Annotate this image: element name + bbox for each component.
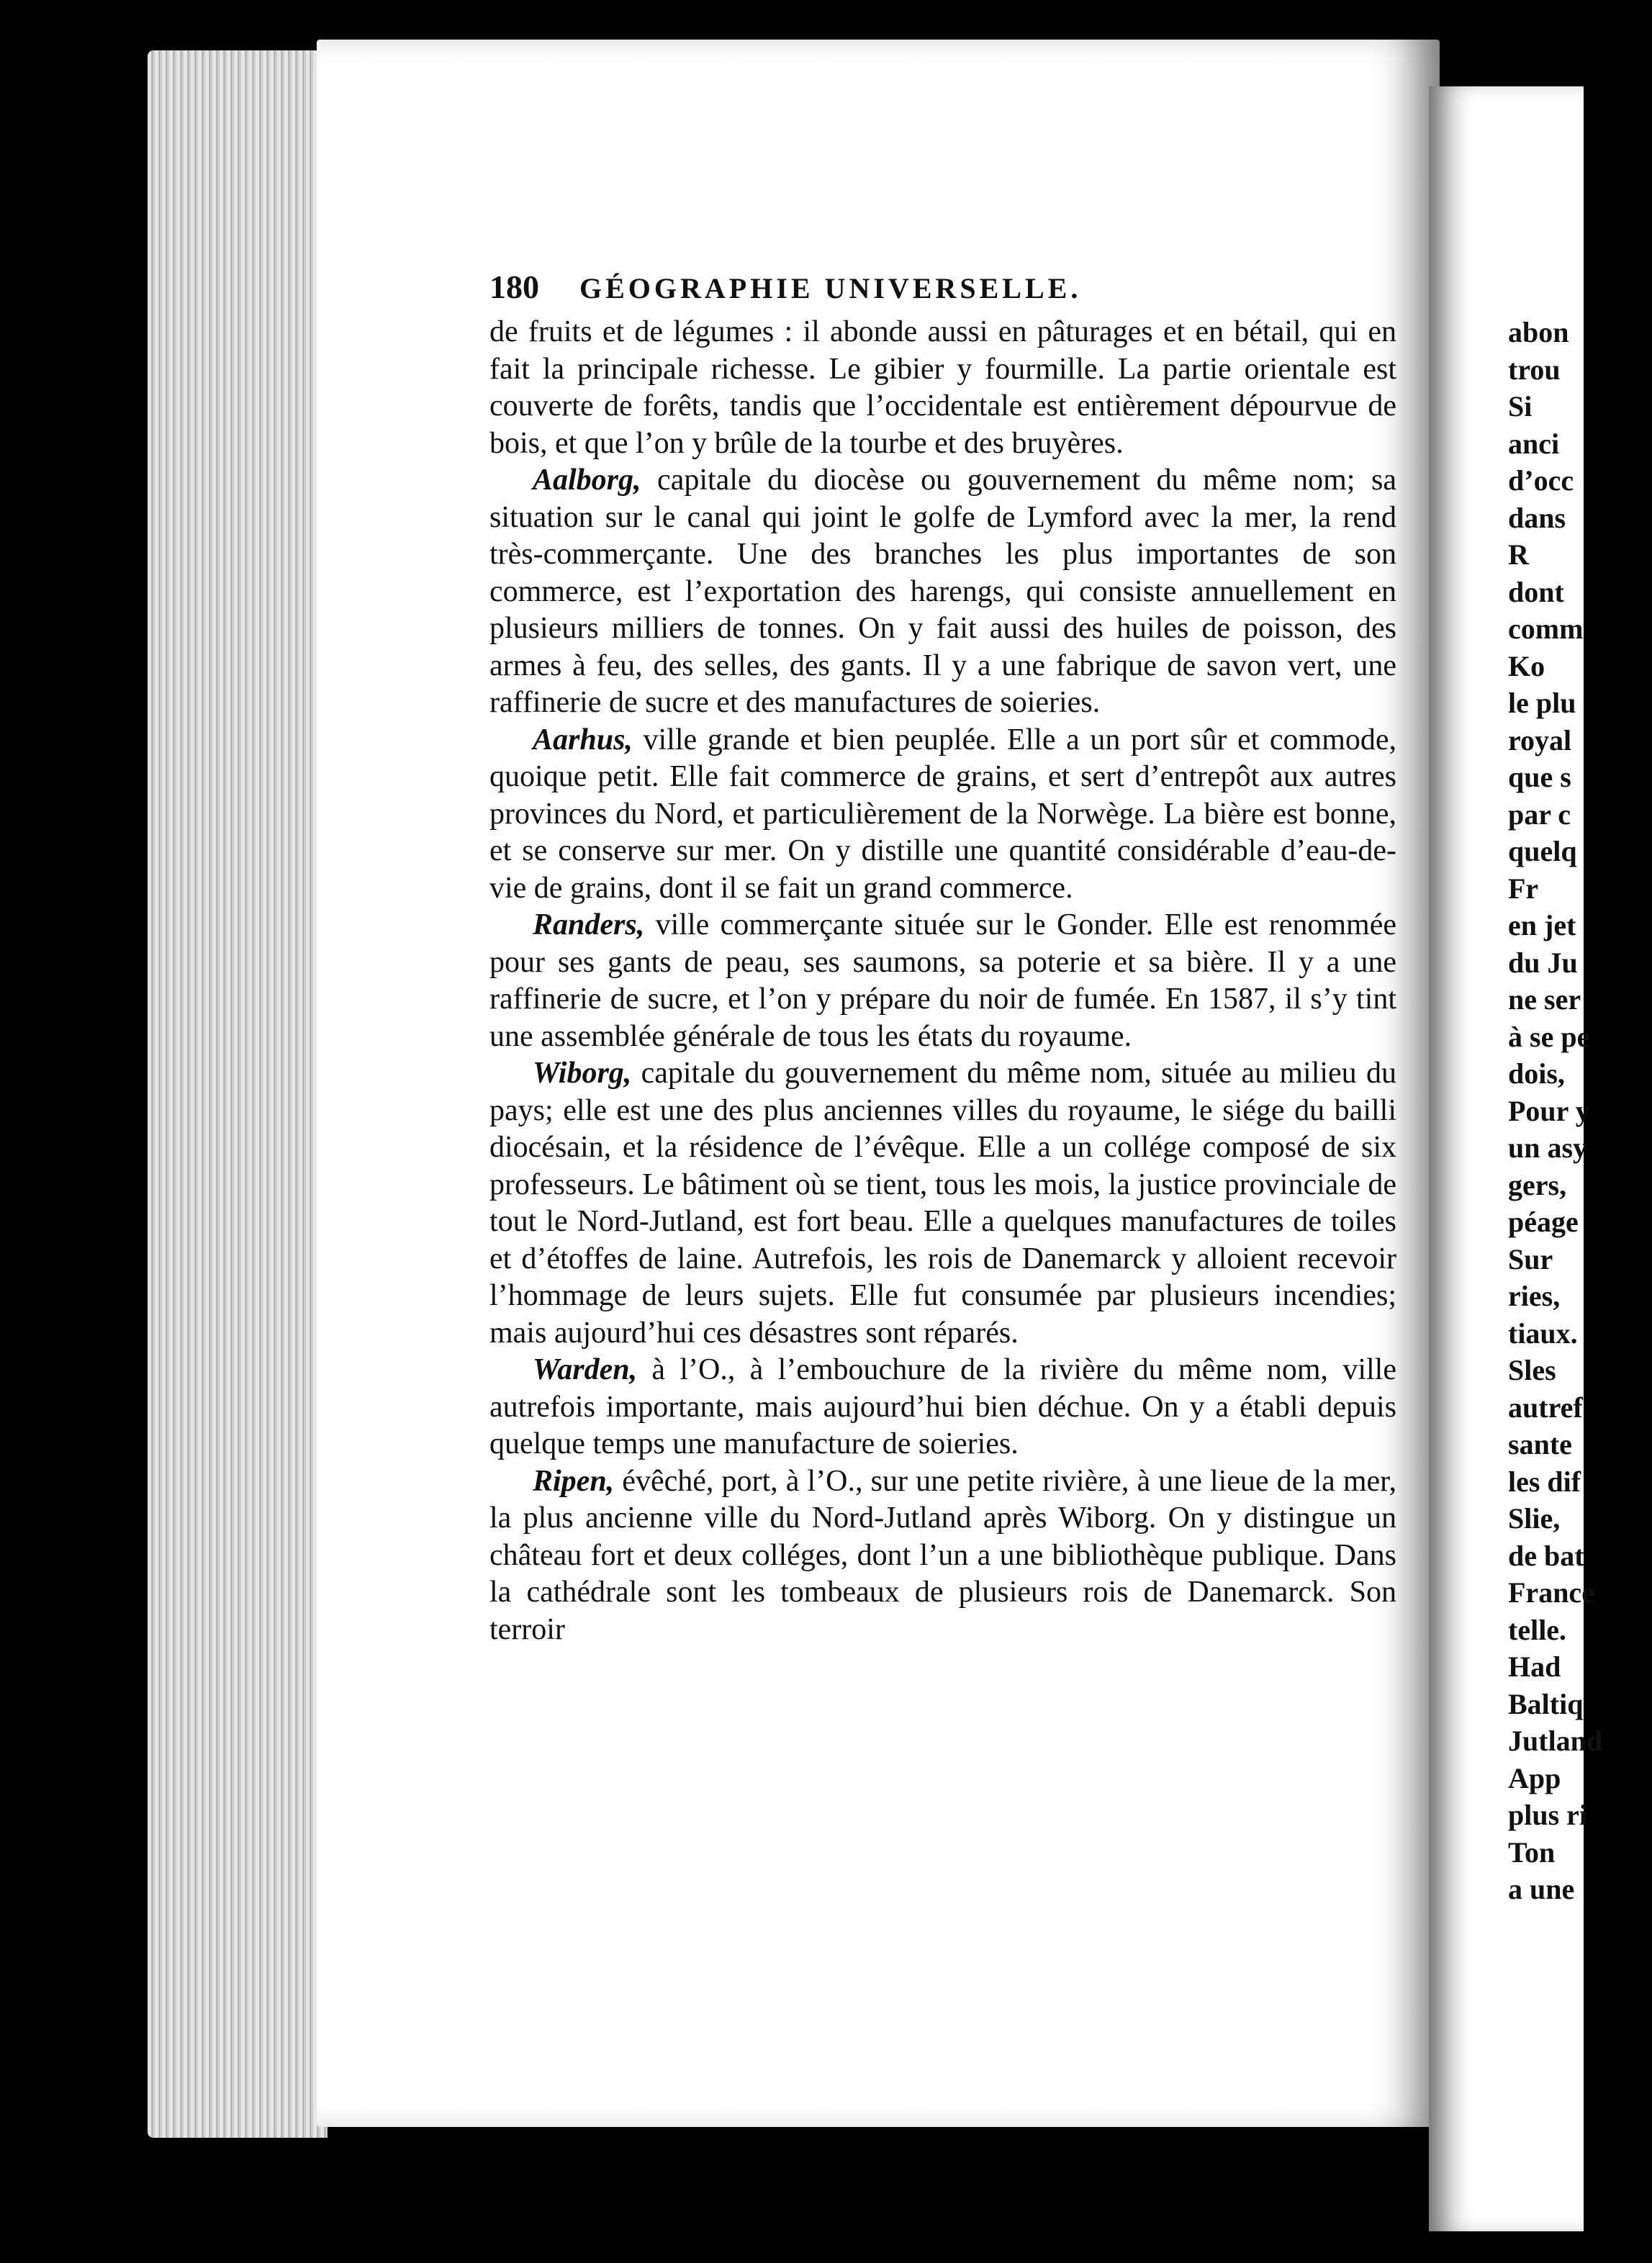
paragraph-text: de fruits et de légumes : il abonde aussi en pâturages et en bétail, qui en fait la principale richesse. Le gibier y fourmille. La partie orientale est couverte de forêts, tandis que l’occidentale est entièrement dépourvue de bois, et que l’on y brûle de la tourbe et des bruyères. <box>489 315 1396 460</box>
facing-page-line: par c <box>1508 798 1571 831</box>
facing-page-line: du Ju <box>1508 946 1578 979</box>
facing-page-line: dans <box>1508 501 1566 534</box>
paragraph-aalborg <box>489 462 1396 722</box>
facing-page-line: Had <box>1508 1650 1561 1683</box>
facing-page-line: Pour y <box>1508 1094 1590 1127</box>
facing-page-line: gers, <box>1508 1168 1567 1201</box>
facing-page-line: d’occ <box>1508 464 1574 497</box>
facing-page-line: ries, <box>1508 1280 1561 1312</box>
facing-page-line: ne ser <box>1508 983 1581 1016</box>
facing-page-line: comm <box>1508 613 1584 645</box>
paragraph-text: ville commerçante située sur le Gonder. Elle est renommée pour ses gants de peau, ses saumons, sa poterie et sa bière. Il y a une raffinerie de sucre, et l’on y prépare du noir de fumée. En 1587, il s’y tint une assemblée générale de tous les états du royaume. <box>489 908 1396 1053</box>
page-number: 180 <box>489 268 539 305</box>
facing-page-line: les dif <box>1508 1465 1581 1498</box>
facing-page-line: Jutland <box>1508 1725 1603 1757</box>
facing-page-line: trou <box>1508 353 1561 386</box>
facing-page-line: sante <box>1508 1428 1572 1460</box>
facing-page-line: que s <box>1508 761 1571 793</box>
facing-page-line: telle. <box>1508 1613 1567 1646</box>
facing-page-line: Ko <box>1508 649 1545 682</box>
facing-page-line: abon <box>1508 316 1569 348</box>
facing-page-line: France <box>1508 1576 1594 1609</box>
facing-page-line: dois, <box>1508 1057 1565 1090</box>
facing-page-line: quelq <box>1508 835 1577 867</box>
paragraph-text: à l’O., à l’embouchure de la rivière du même nom, ville autrefois importante, mais aujourd’hui bien déchue. On y a établi depuis quelque temps une manufacture de soieries. <box>489 1353 1396 1460</box>
paragraph-text: ville grande et bien peuplée. Elle a un port sûr et commode, quoique petit. Elle fait commerce de grains, et sert d’entrepôt aux autres provinces du Nord, et particulièrement de la Norwège. La bière est bonne, et se conserve sur mer. On y distille une quantité considérable d’eau-de-vie de grains, dont il se fait un grand commerce. <box>489 723 1396 905</box>
facing-page-line: de bat <box>1508 1539 1584 1572</box>
facing-page-line: Baltiq <box>1508 1687 1584 1720</box>
paragraph-wiborg <box>489 1055 1396 1352</box>
facing-page-line: Fr <box>1508 872 1539 905</box>
facing-page-line: le plu <box>1508 687 1576 719</box>
paragraph-place-name: Aalborg, <box>533 464 641 497</box>
facing-page-line: un asy <box>1508 1132 1588 1164</box>
paragraph-place-name: Randers, <box>533 908 645 941</box>
paragraph-place-name: Ripen, <box>533 1464 615 1498</box>
facing-page-line: tiaux. <box>1508 1316 1578 1350</box>
facing-page-line: en jet <box>1508 909 1576 941</box>
facing-page-line: Si <box>1508 390 1533 423</box>
facing-page-text <box>1508 314 1652 1908</box>
paragraph-place-name: Aarhus, <box>533 723 633 756</box>
paragraph-warden <box>489 1352 1396 1463</box>
facing-page-line: péage <box>1508 1206 1579 1238</box>
paragraph-intro <box>489 314 1396 462</box>
facing-page-line: anci <box>1508 427 1560 460</box>
facing-page-line: autref <box>1508 1391 1583 1424</box>
page-body <box>489 314 1396 1648</box>
paragraph-place-name: Warden, <box>533 1353 638 1386</box>
paragraph-aarhus <box>489 722 1396 908</box>
paragraph-text: évêché, port, à l’O., sur une petite rivière, à une lieue de la mer, la plus ancienne ville du Nord-Jutland après Wiborg. On y distingue un château fort et deux colléges, dont l’un a une bibliothèque publique. Dans la cathédrale sont les tombeaux de plusieurs rois de Danemarck. Son terroir <box>489 1464 1396 1646</box>
facing-page-line: plus ri <box>1508 1799 1588 1831</box>
facing-page-line: R <box>1508 538 1529 571</box>
page-header <box>489 268 1252 306</box>
facing-page-line: dont <box>1508 575 1564 608</box>
paragraph-text: capitale du gouvernement du même nom, située au milieu du pays; elle est une des plus anciennes villes du royaume, le siége du bailli diocésain, et la résidence de l’évêque. Elle a un collége composé de six professeurs. Le bâtiment où se tient, tous les mois, la justice provinciale de tout le Nord-Jutland, est fort beau. Elle a quelques manufactures de toiles et d’étoffes de laine. Autrefois, les rois de Danemarck y alloient recevoir l’hommage de leurs sujets. Elle fut consumée par plusieurs incendies; mais aujourd’hui ces désastres sont réparés. <box>489 1057 1396 1350</box>
book-page-edges <box>148 50 328 2138</box>
facing-page-line: Ton <box>1508 1835 1556 1869</box>
facing-page-line: Sur <box>1508 1242 1553 1275</box>
paragraph-ripen <box>489 1463 1396 1649</box>
facing-page-line: à se pe <box>1508 1020 1590 1053</box>
facing-page-line: Sles <box>1508 1354 1556 1386</box>
running-title: GÉOGRAPHIE UNIVERSELLE. <box>579 272 1082 304</box>
paragraph-text: capitale du diocèse ou gouvernement du même nom; sa situation sur le canal qui joint le golfe de Lymford avec la mer, la rend très-commerçante. Une des branches les plus importantes de son commerce, est l’exportation des harengs, qui consiste annuellement en plusieurs milliers de tonnes. On y fait aussi des huiles de poisson, des armes à feu, des selles, des gants. Il y a une fabrique de savon vert, une raffinerie de sucre et des manufactures de soieries. <box>489 464 1396 719</box>
facing-page-line: Slie, <box>1508 1502 1561 1535</box>
facing-page-line: royal <box>1508 723 1572 756</box>
paragraph-place-name: Wiborg, <box>533 1057 632 1090</box>
facing-page-line: a une <box>1508 1873 1575 1905</box>
paragraph-randers <box>489 907 1396 1055</box>
facing-page-line: App <box>1508 1761 1561 1794</box>
